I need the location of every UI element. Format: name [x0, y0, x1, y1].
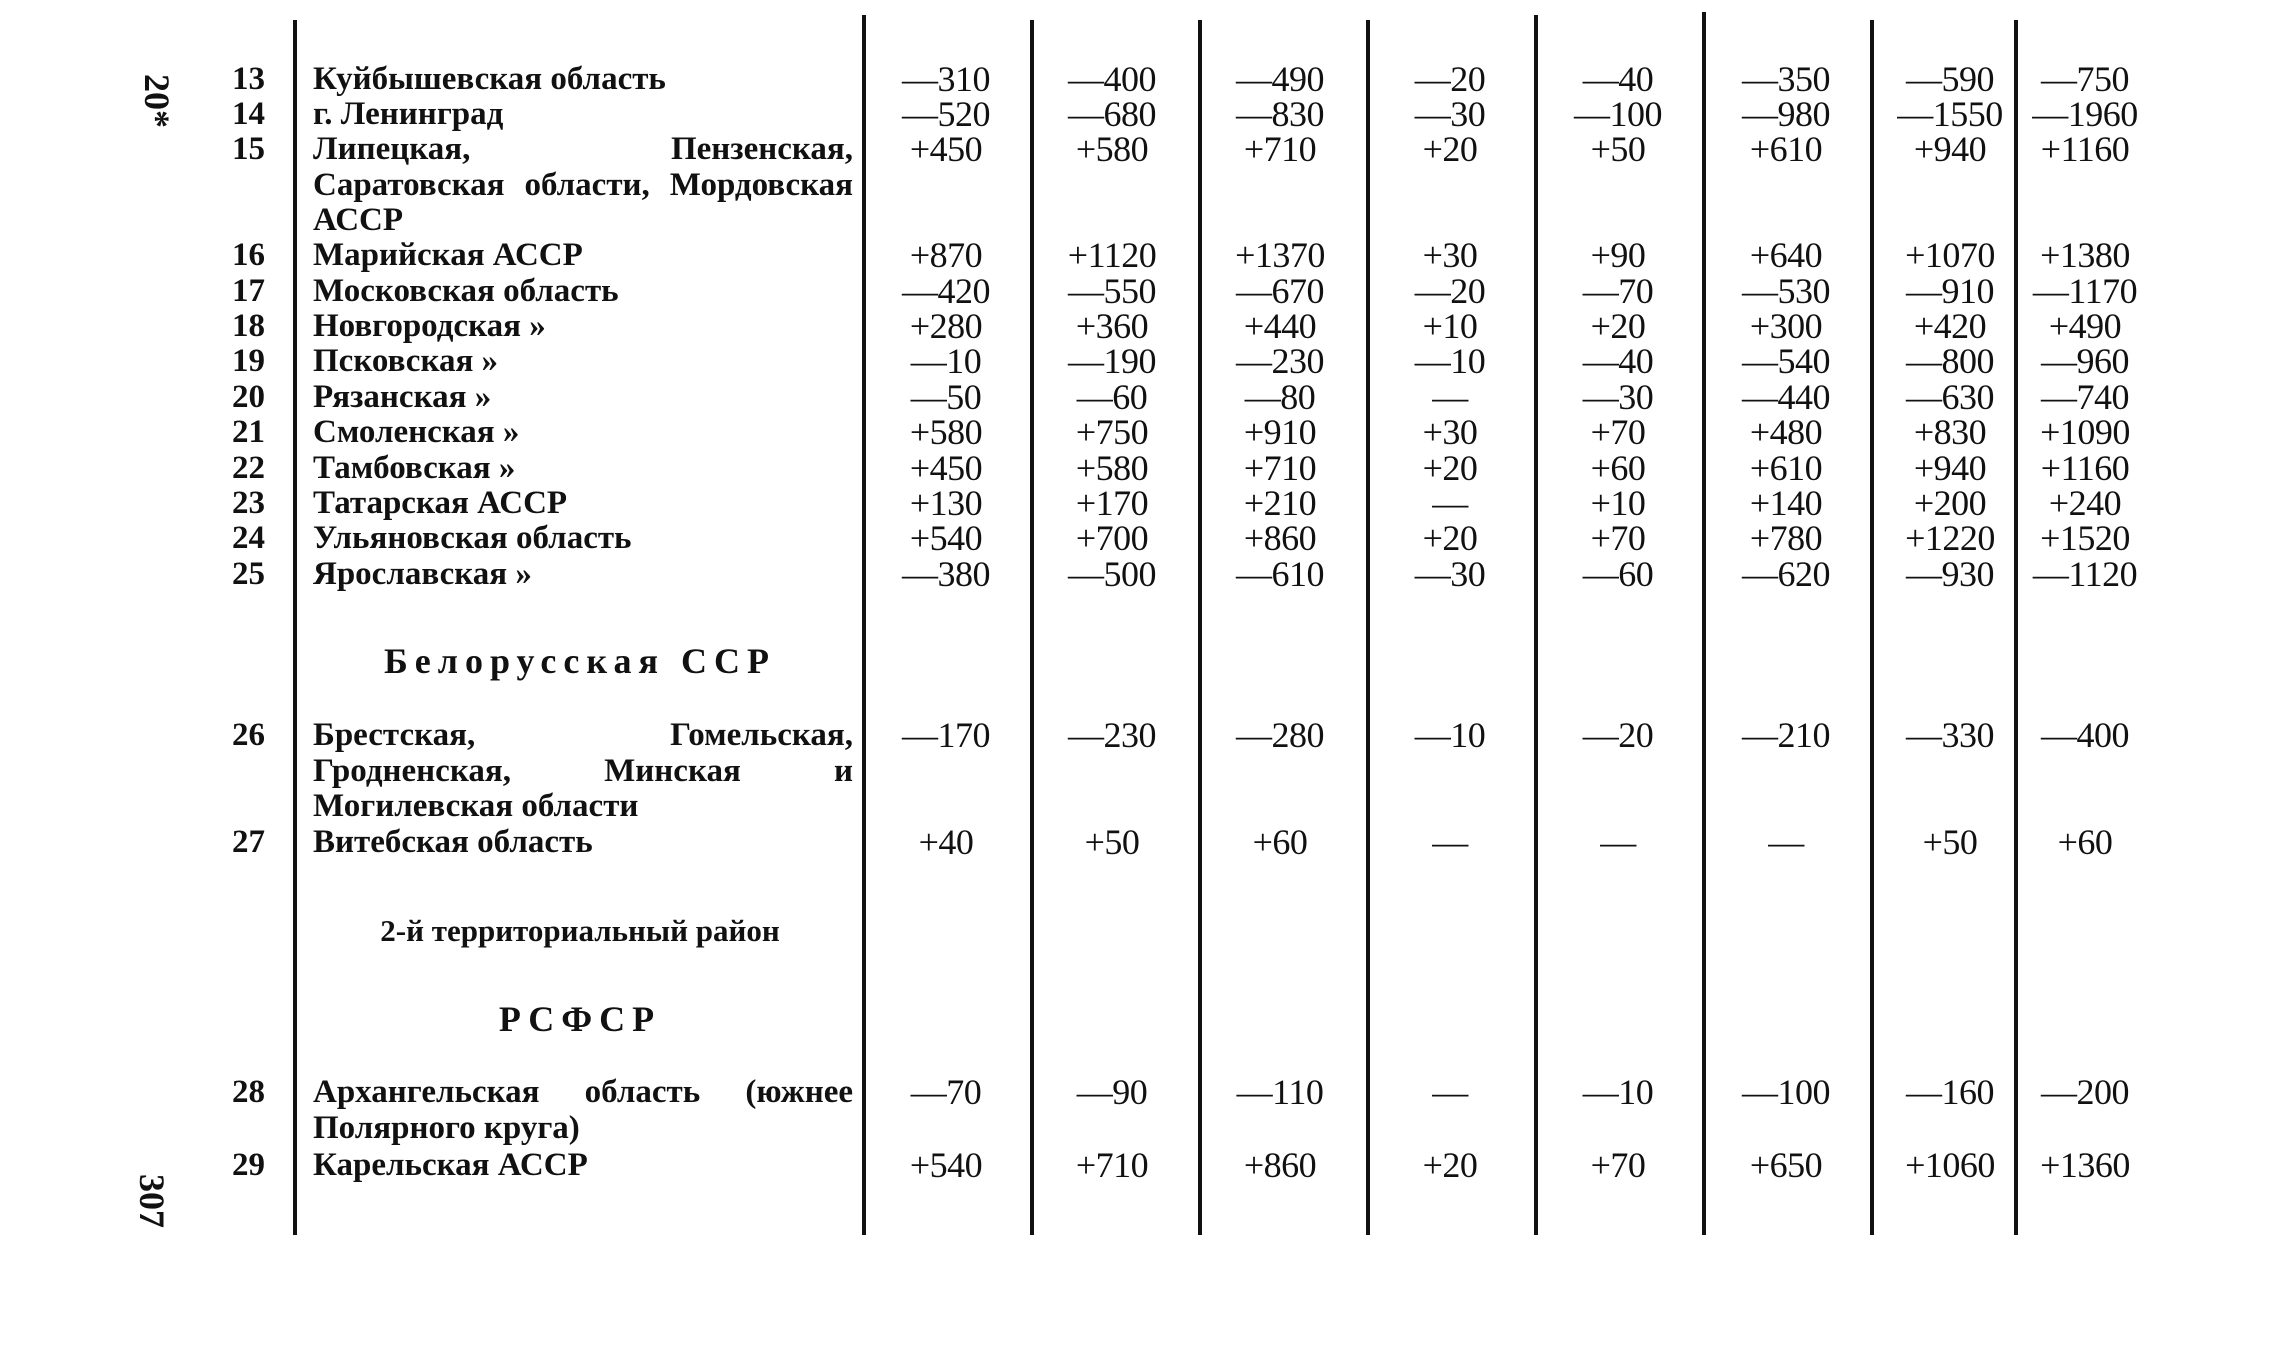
value-cell: —500 [1068, 554, 1156, 594]
value-cell: +70 [1590, 412, 1646, 452]
value-cell: —670 [1236, 271, 1324, 311]
value-cell: +10 [1590, 483, 1646, 523]
row-number: 26 [232, 717, 265, 753]
region-name: Куйбышевская область [313, 61, 666, 97]
value-cell: —10 [910, 341, 982, 381]
value-cell: +20 [1422, 448, 1478, 488]
value-cell: +910 [1243, 412, 1317, 452]
value-cell: +860 [1243, 518, 1317, 558]
value-cell: —30 [1414, 94, 1486, 134]
row-number: 27 [232, 824, 265, 860]
value-cell: +830 [1913, 412, 1987, 452]
row-number: 22 [232, 450, 265, 486]
row-number: 14 [232, 96, 265, 132]
value-cell: +780 [1749, 518, 1823, 558]
value-cell: +240 [2048, 483, 2122, 523]
value-cell: —1120 [2032, 554, 2138, 594]
value-cell: —590 [1906, 59, 1994, 99]
value-cell: +1090 [2040, 412, 2130, 452]
row-number: 20 [232, 379, 265, 415]
value-cell: —530 [1742, 271, 1830, 311]
row-number: 17 [232, 273, 265, 309]
column-rule [2014, 20, 2018, 1235]
column-rule [1366, 20, 1370, 1235]
section-heading-district: 2-й территориальный район [380, 913, 780, 948]
value-cell: —40 [1582, 341, 1654, 381]
row-number: 16 [232, 237, 265, 273]
value-cell: +540 [909, 1145, 983, 1185]
value-cell: +710 [1243, 448, 1317, 488]
section-heading-belarus: Белорусская ССР [383, 641, 777, 681]
row-number: 23 [232, 485, 265, 521]
value-cell: —30 [1582, 377, 1654, 417]
value-cell: —10 [1414, 341, 1486, 381]
value-cell: +1070 [1905, 235, 1995, 275]
value-cell: +860 [1243, 1145, 1317, 1185]
value-cell: —800 [1906, 341, 1994, 381]
value-cell: —200 [2041, 1072, 2129, 1112]
value-cell: —520 [902, 94, 990, 134]
region-name: г. Ленинград [313, 96, 504, 132]
value-cell: —1170 [2032, 271, 2138, 311]
value-cell: —620 [1742, 554, 1830, 594]
value-cell: +1380 [2040, 235, 2130, 275]
value-cell: +20 [1422, 518, 1478, 558]
value-cell: —310 [902, 59, 990, 99]
value-cell: —440 [1742, 377, 1830, 417]
value-cell: —400 [1068, 59, 1156, 99]
value-cell: —230 [1068, 715, 1156, 755]
value-cell: —1960 [2032, 94, 2138, 134]
signature-mark: 20* [137, 74, 177, 128]
value-cell: +140 [1749, 483, 1823, 523]
value-cell: +480 [1749, 412, 1823, 452]
value-cell: — [1432, 377, 1468, 417]
value-cell: +1120 [1067, 235, 1157, 275]
value-cell: +580 [1075, 129, 1149, 169]
value-cell: +90 [1590, 235, 1646, 275]
value-cell: —10 [1414, 715, 1486, 755]
value-cell: +50 [1922, 822, 1978, 862]
value-cell: —400 [2041, 715, 2129, 755]
page-number: 307 [132, 1174, 172, 1228]
value-cell: —740 [2041, 377, 2129, 417]
value-cell: +710 [1243, 129, 1317, 169]
value-cell: —20 [1414, 59, 1486, 99]
value-cell: — [1600, 822, 1636, 862]
value-cell: +60 [1590, 448, 1646, 488]
value-cell: —190 [1068, 341, 1156, 381]
region-name: Марийская АССР [313, 237, 583, 273]
value-cell: —960 [2041, 341, 2129, 381]
value-cell: +1520 [2040, 518, 2130, 558]
value-cell: +70 [1590, 1145, 1646, 1185]
row-number: 18 [232, 308, 265, 344]
value-cell: —930 [1906, 554, 1994, 594]
value-cell: —330 [1906, 715, 1994, 755]
value-cell: +200 [1913, 483, 1987, 523]
value-cell: +20 [1422, 129, 1478, 169]
value-cell: +490 [2048, 306, 2122, 346]
value-cell: +60 [1252, 822, 1308, 862]
value-cell: +20 [1422, 1145, 1478, 1185]
value-cell: —490 [1236, 59, 1324, 99]
value-cell: —170 [902, 715, 990, 755]
region-name: Витебская область [313, 824, 593, 860]
region-name: Ярославская » [313, 556, 532, 592]
value-cell: —100 [1574, 94, 1662, 134]
value-cell: +30 [1422, 412, 1478, 452]
value-cell: +580 [1075, 448, 1149, 488]
region-name: Смоленская » [313, 414, 520, 450]
value-cell: —60 [1582, 554, 1654, 594]
column-rule [1534, 15, 1538, 1235]
region-name: Татарская АССР [313, 485, 568, 521]
value-cell: +50 [1590, 129, 1646, 169]
value-cell: +580 [909, 412, 983, 452]
value-cell: +1220 [1905, 518, 1995, 558]
value-cell: +1370 [1235, 235, 1325, 275]
value-cell: —100 [1742, 1072, 1830, 1112]
value-cell: — [1432, 822, 1468, 862]
value-cell: —910 [1906, 271, 1994, 311]
row-number: 29 [232, 1147, 265, 1183]
region-name: Рязанская » [313, 379, 492, 415]
value-cell: +750 [1075, 412, 1149, 452]
value-cell: —610 [1236, 554, 1324, 594]
value-cell: +640 [1749, 235, 1823, 275]
value-cell: —750 [2041, 59, 2129, 99]
column-rule [293, 20, 297, 1235]
value-cell: +1360 [2040, 1145, 2130, 1185]
value-cell: +1160 [2040, 448, 2130, 488]
row-number: 15 [232, 131, 265, 167]
value-cell: —350 [1742, 59, 1830, 99]
region-name: Карельская АССР [313, 1147, 588, 1183]
value-cell: +1160 [2040, 129, 2130, 169]
value-cell: +610 [1749, 129, 1823, 169]
value-cell: +870 [909, 235, 983, 275]
value-cell: +1060 [1905, 1145, 1995, 1185]
value-cell: +540 [909, 518, 983, 558]
value-cell: —210 [1742, 715, 1830, 755]
region-name: Тамбовская » [313, 450, 516, 486]
row-number: 28 [232, 1074, 265, 1110]
value-cell: +700 [1075, 518, 1149, 558]
value-cell: —980 [1742, 94, 1830, 134]
value-cell: +420 [1913, 306, 1987, 346]
value-cell: +60 [2057, 822, 2113, 862]
value-cell: —80 [1244, 377, 1316, 417]
value-cell: — [1768, 822, 1804, 862]
region-name: Брестская, Гомельская, Гродненская, Минская и Могилевская области [313, 717, 853, 824]
value-cell: —230 [1236, 341, 1324, 381]
row-number: 21 [232, 414, 265, 450]
value-cell: +170 [1075, 483, 1149, 523]
value-cell: —160 [1906, 1072, 1994, 1112]
value-cell: —90 [1076, 1072, 1148, 1112]
value-cell: —110 [1236, 1072, 1324, 1112]
region-name: Московская область [313, 273, 619, 309]
column-rule [1030, 20, 1034, 1235]
value-cell: —680 [1068, 94, 1156, 134]
section-heading-rsfsr: РСФСР [498, 999, 662, 1039]
region-name: Псковская » [313, 343, 499, 379]
value-cell: —540 [1742, 341, 1830, 381]
value-cell: — [1432, 1072, 1468, 1112]
column-rule [1870, 20, 1874, 1235]
row-number: 24 [232, 520, 265, 556]
value-cell: +210 [1243, 483, 1317, 523]
value-cell: —550 [1068, 271, 1156, 311]
region-name: Липецкая, Пензенская, Саратовская области, Мордовская АССР [313, 131, 853, 238]
value-cell: +300 [1749, 306, 1823, 346]
value-cell: +710 [1075, 1145, 1149, 1185]
value-cell: +610 [1749, 448, 1823, 488]
value-cell: +30 [1422, 235, 1478, 275]
value-cell: —420 [902, 271, 990, 311]
value-cell: —70 [1582, 271, 1654, 311]
value-cell: — [1432, 483, 1468, 523]
value-cell: —60 [1076, 377, 1148, 417]
value-cell: —70 [910, 1072, 982, 1112]
row-number: 25 [232, 556, 265, 592]
value-cell: —630 [1906, 377, 1994, 417]
value-cell: —10 [1582, 1072, 1654, 1112]
value-cell: —20 [1414, 271, 1486, 311]
value-cell: +10 [1422, 306, 1478, 346]
value-cell: —50 [910, 377, 982, 417]
value-cell: +450 [909, 448, 983, 488]
value-cell: +20 [1590, 306, 1646, 346]
region-name: Ульяновская область [313, 520, 632, 556]
value-cell: —830 [1236, 94, 1324, 134]
value-cell: +940 [1913, 129, 1987, 169]
region-name: Архангельская область (южнее Полярного круга) [313, 1074, 853, 1146]
column-rule [862, 15, 866, 1235]
column-rule [1702, 12, 1706, 1235]
value-cell: +360 [1075, 306, 1149, 346]
column-rule [1198, 20, 1202, 1235]
value-cell: +40 [918, 822, 974, 862]
row-number: 13 [232, 61, 265, 97]
value-cell: +440 [1243, 306, 1317, 346]
value-cell: —280 [1236, 715, 1324, 755]
value-cell: —380 [902, 554, 990, 594]
value-cell: —30 [1414, 554, 1486, 594]
value-cell: +650 [1749, 1145, 1823, 1185]
value-cell: +280 [909, 306, 983, 346]
value-cell: +940 [1913, 448, 1987, 488]
value-cell: —40 [1582, 59, 1654, 99]
value-cell: +450 [909, 129, 983, 169]
value-cell: —1550 [1897, 94, 2003, 134]
row-number: 19 [232, 343, 265, 379]
value-cell: +70 [1590, 518, 1646, 558]
value-cell: +50 [1084, 822, 1140, 862]
value-cell: —20 [1582, 715, 1654, 755]
value-cell: +130 [909, 483, 983, 523]
region-name: Новгородская » [313, 308, 546, 344]
